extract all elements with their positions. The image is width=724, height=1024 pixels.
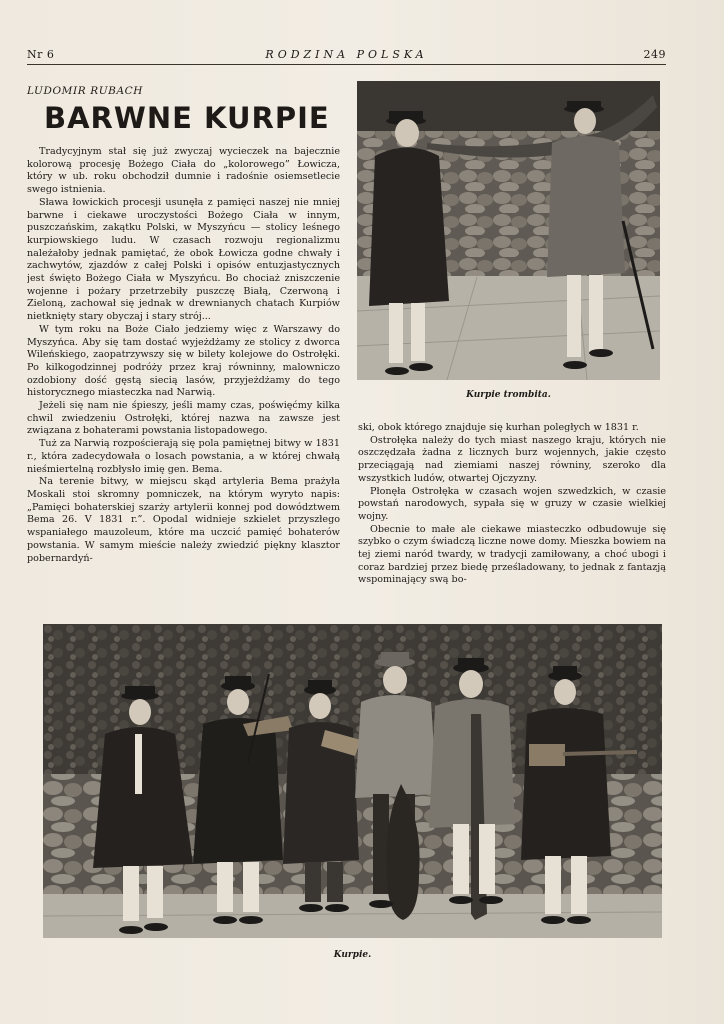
photo-trombita-caption: Kurpie trombita. (466, 390, 551, 400)
header-rule (27, 64, 666, 65)
journal-title: RODZINA POLSKA (265, 48, 428, 61)
photo-trombita-illustration (357, 81, 660, 380)
right-text-column (358, 422, 666, 614)
paragraph: Jeżeli się nam nie śpieszy, jeśli mamy czas, poświęćmy kilka chwil zwiedzeniu Ostrołęki, której nazwa na zawsze jest związana z bohaterami powstania listopadowego. (27, 400, 340, 437)
photo-kurpie-musicians (43, 624, 662, 938)
paragraph: Na terenie bitwy, w miejscu skąd artyleria Bema prażyła Moskali stoi skromny pomniczek, na którym wyryto napis: „Pamięci bohaterskiej szarży artylerii konnej pod dowództwem Bema 26. V 1831 r.”. Opodal widnieje szkielet przyszłego wspaniałego mauzoleum, które ma uczcić pamięć bohaterów powstania. W samym mieście należy zwiedzić piękny klasztor pobernardyń- (27, 476, 340, 564)
paragraph: ski, obok którego znajduje się kurhan poległych w 1831 r. (358, 422, 639, 433)
photo-kurpie-caption: Kurpie. (333, 950, 372, 960)
issue-number: Nr 6 (27, 48, 55, 61)
photo-trombita (357, 81, 660, 380)
page-number: 249 (643, 48, 666, 61)
running-head (27, 48, 666, 64)
paragraph: W tym roku na Boże Ciało jedziemy więc z Warszawy do Myszyńca. Aby się tam dostać wyjeżdżamy ze stolicy z dworca Wileńskiego, zaopatrzywszy się w bilety kolejowe do Ostrołęki. Po kilkogodzinnej podróży przez kraj równinny, malowniczo ozdobiony dość gęstą siecią lasów, przyjeżdżamy do tego historycznego miasteczka nad Narwią. (27, 323, 340, 399)
paragraph: Obecnie to małe ale ciekawe miasteczko odbudowuje się szybko o czym świadczą liczne nowe domy. Mieszka bowiem na tej ziemi naród twardy, w tradycji zamiłowany, a choć ubogi i coraz bardziej przez biedę prześladowany, to jednak z fantazją wspominający swą bo- (358, 523, 666, 586)
article-title: BARWNE KURPIE (44, 101, 330, 135)
article-author: LUDOMIR RUBACH (27, 85, 144, 97)
paragraph: Sława łowickich procesji usunęła z pamięci naszej nie mniej barwne i ciekawe uroczystości Bożego Ciała w innym, puszczańskim, zakątku Polski, w Myszyńcu — stolicy leśnego kurpiowskiego ludu. W czasach rozwoju regionalizmu należałoby jednak pamiętać, że obok Łowicza godne chwały i zachwytów, zjazdów z całej Polski i opisów entuzjastycznych jest święto Bożego Ciała w Myszyńcu. Bo chociaż zniszczenie wojenne i pożary przetrzebiły puszczę Białą, Czerwoną i Zieloną, zachował się jednak w drewnianych chatach Kurpiów nietknięty stary obyczaj i stary strój... (27, 196, 340, 323)
photo-kurpie-illustration (43, 624, 662, 938)
paragraph: Tradycyjnym stał się już zwyczaj wycieczek na bajecznie kolorową procesję Bożego Ciała do „kolorowego” Łowicza, który w ub. roku obchodził dumnie i radośnie osiemsetlecie swego istnienia. (27, 146, 340, 196)
left-text-column (27, 146, 340, 614)
paragraph: Ostrołęka należy do tych miast naszego kraju, których nie oszczędzała żadna z licznych burz wojennych, jakie często przeciągają nad ziemiami naszej równiny, szeroko dla wszystkich ludów, otwartej Ojczyzny. (358, 434, 666, 484)
paragraph: Tuż za Narwią rozpościerają się pola pamiętnej bitwy w 1831 r., która zadecydowała o losach powstania, a w której chwałą nieśmiertelną rozbłysło imię gen. Bema. (27, 438, 340, 475)
paragraph: Płonęła Ostrołęka w czasach wojen szwedzkich, w czasie powstań narodowych, sypała się w gruzy w czasie wielkiej wojny. (358, 485, 666, 522)
